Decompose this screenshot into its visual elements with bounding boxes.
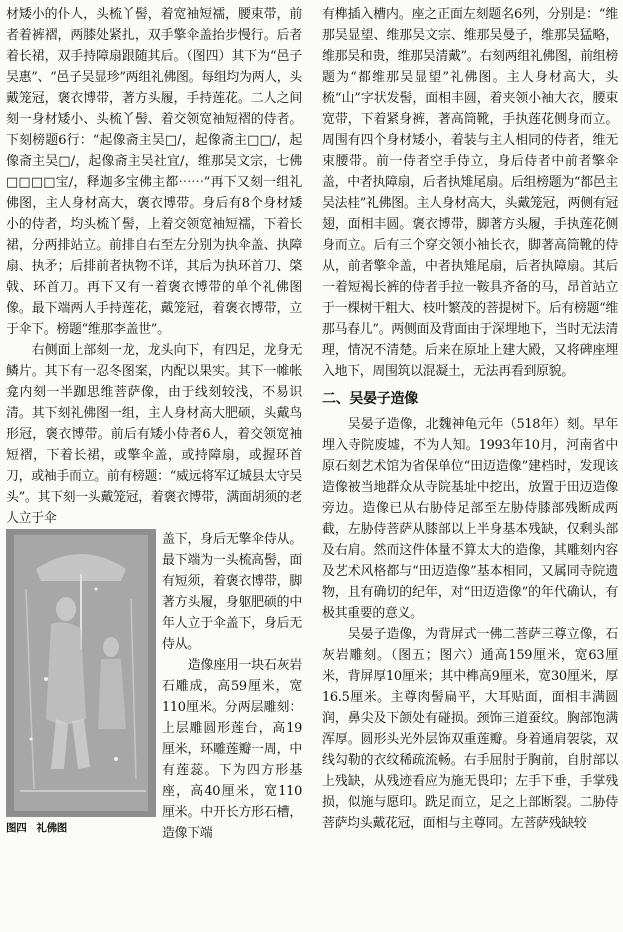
paragraph: 盖下，身后无擎伞侍从。最下端为一头梳高髻，面有短须，着褒衣博带，脚著方头履，身躯肥硕的中年人立于伞盖下，身后无侍从。	[162, 532, 302, 652]
left-column	[6, 4, 302, 847]
paragraph: 造像座用一块石灰岩石雕成，高59厘米，宽110厘米。分两层雕刻：上层雕圆形莲台，高19厘米，环雕莲瓣一周，中有莲蕊。下为四方形基座，高40厘米，宽110厘米。中开长方形石槽，造像下端	[162, 658, 302, 841]
paragraph: 材矮小的仆人，头梳丫髻，着宽袖短襦，腰束带，前者着裤褶，两膝处紧扎，双手擎伞盖抬步慢行。后者着长裙，双手持障扇跟随其后。（图四）其下为“邑子吴惠”、“邑子吴显珍”两组礼佛图。每组均为两人，头戴笼冠，褒衣博带，著方头履，手持莲花。二人之间刻一身材矮小、头梳丫髻、着交领宽袖短褶的侍者。下刻榜题6行：“起像斋主吴□/，起像斋主□□/，起像斋主吴□/，起像斋主吴社宜/，维那吴文宗，七佛□□□□宝/，释迦多宝佛主都⋯⋯”再下又刻一组礼佛图，主人身材高大，褒衣博带。身后有8个身材矮小的侍者，均头梳丫髻，上着交领宽袖短襦，下着长裙，分两排站立。前排自右至左分别为执伞盖、执障扇、执矛；后排前者执物不详，其后为执环首刀、棨戟、环首刀。再下又有一着褒衣博带的单个礼佛图像。最下端两人手持莲花，戴笼冠，着褒衣博带，立于伞下。榜题“维那李盖世”。	[6, 7, 302, 337]
right-column	[322, 4, 618, 834]
section-heading: 二、吴晏子造像	[322, 391, 418, 407]
figure-caption	[6, 821, 156, 835]
figure-4	[6, 529, 156, 847]
paragraph: 吴晏子造像，北魏神龟元年（518年）刻。早年埋入寺院废墟，不为人知。1993年10月，河南省中原石刻艺术馆为省保单位“田迈造像”建档时，发现该造像被当地群众从寺院基址中挖出，放置于田迈造像旁边。造像已从右胁侍足部至左胁侍膝部残断成两截，左胁侍菩萨从膝部以上半身基本残缺，仅剩头部及右肩。然而这件体量不算太大的造像，其雕刻内容及艺术风格都与“田迈造像”基本相同，又属同寺院遗物，且有确切的纪年，对“田迈造像”的年代确认，有极其重要的意义。	[322, 417, 618, 621]
paragraph: 右侧面上部刻一龙，龙头向下，有四足，龙身无鳞片。其下有一忍冬图案，内配以果实。其下一帷帐龛内刻一半跏思维菩萨像，由于线刻较浅，不易识清。其下刻礼佛图一组，主人身材高大肥硕，头戴鸟形冠，褒衣博带。前后有矮小侍者6人，着交领宽袖短褶，下着长裙，或擎伞盖，或持障扇，或握环首刀，或袖手而立。前有榜题：“威远将军辽城县太守吴头”。其下刻一头戴笼冠，着褒衣博带，满面胡须的老人立于伞	[6, 343, 302, 526]
paragraph: 有榫插入槽内。座之正面左刻题名6列，分别是：“维那吴显望、维那吴文宗、维那吴曼子，维那吴猛略，维那吴和贵，维那吴清戴”。右刻两组礼佛图，前组榜题为“都维那吴显望”礼佛图。主人身材高大，头梳“山”字状发髻，面相丰圆，着夹领小袖大衣，腰束宽带，下着紧身裤，著高筒靴，手执莲花侧身而立。周围有四个身材矮小，着装与主人相同的侍者，维无束腰带。前一侍者空手侍立，身后侍者中前者擎伞盖，中者执障扇，后者执雉尾扇。后组榜题为“都邑主吴法桂”礼佛图。主人身材高大，头戴笼冠，两侧有冠翅，面相丰圆。褒衣博带，脚著方头履，手执莲花侧身而立。后有三个穿交领小袖长衣，脚著高筒靴的侍从，前者擎伞盖，中者执雉尾扇，后者执障扇。其后一着短褐长裤的侍者手拉一鞍具齐备的马，昂首站立于一棵树干粗大、枝叶繁茂的菩提树下。后有榜题“维那马春儿”。两侧面及背面由于深埋地下，当时无法清理，情况不清楚。后来在原址上建大殿，又将碑座埋入地下，周围筑以混凝土，无法再看到原貌。	[322, 7, 618, 379]
rubbing-image	[6, 529, 156, 817]
paragraph: 吴晏子造像，为背屏式一佛二菩萨三尊立像，石灰岩雕刻。（图五；图六）通高159厘米，宽63厘米，背屏厚10厘米；其中榫高9厘米，宽30厘米，厚16.5厘米。主尊肉髻扁平，大耳贴面，面相丰满圆润，鼻尖及下颌处有碰损。颈饰三道蚕纹。胸部饱满浑厚。圆形头光外层饰双重莲瓣。身着通肩袈裟，双线勾勒的衣纹稀疏流畅。右手屈肘于胸前，自肘部以上残缺，从残迹看应为施无畏印；左手下垂，手掌残损，似施与愿印。跣足而立，足之上部断裂。二胁侍菩萨均头戴花冠，面相与主尊同。左菩萨残缺较	[322, 627, 618, 831]
figure-title: 礼佛图	[36, 822, 68, 834]
figure-label: 图四	[6, 822, 27, 834]
